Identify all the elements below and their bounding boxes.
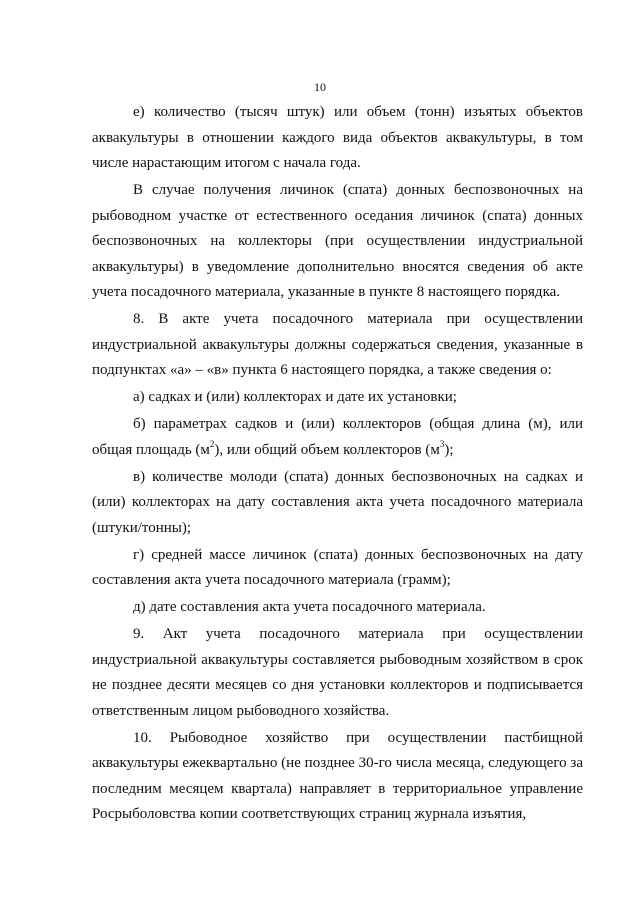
paragraph-clause-10: 10. Рыбоводное хозяйство при осуществлении пастбищной аквакультуры ежеквартально (не позднее 30-го числа месяца, следующего за последним месяцем квартала) направляет в территориальное управление Росрыболовства копии соответствующих страниц журнала изъятия,	[92, 729, 583, 822]
paragraph-item-a: а) садках и (или) коллекторах и дате их установки;	[133, 389, 457, 405]
paragraph-larvae-case: В случае получения личинок (спата) донных беспозвоночных на рыбоводном участке от естественного оседания личинок (спата) донных беспозвоночных на коллекторы (при осуществлении индустриальной аквакультуры) в уведомление дополнительно вносятся сведения об акте учета посадочного материала, указанные в пункте 8 настоящего порядка.	[92, 182, 583, 300]
paragraph-item-d: д) дате составления акта учета посадочного материала.	[133, 599, 486, 615]
page-number: 10	[314, 80, 326, 94]
document-body	[92, 100, 583, 829]
item-b-text-2: ), или общий объем коллекторов (м	[214, 441, 440, 458]
item-b-text-3: );	[444, 441, 454, 458]
paragraph-item-e: е) количество (тысяч штук) или объем (тонн) изъятых объектов аквакультуры в отношении каждого вида объектов аквакультуры, в том числе нарастающим итогом с начала года.	[92, 104, 583, 171]
paragraph-clause-8: 8. В акте учета посадочного материала при осуществлении индустриальной аквакультуры должны содержаться сведения, указанные в подпунктах «а» – «в» пункта 6 настоящего порядка, а также сведения о:	[92, 311, 583, 378]
item-b-text-1: б) параметрах садков и (или) коллекторов (общая длина (м), или общая площадь (м	[92, 416, 583, 458]
paragraph-item-v: в) количестве молоди (спата) донных беспозвоночных на садках и (или) коллекторах на дату составления акта учета посадочного материала (штуки/тонны);	[92, 468, 583, 536]
paragraph-item-g: г) средней массе личинок (спата) донных беспозвоночных на дату составления акта учета посадочного материала (грамм);	[92, 546, 583, 588]
superscript-2: 2	[209, 438, 215, 449]
paragraph-item-b	[92, 412, 583, 463]
superscript-3: 3	[439, 438, 445, 449]
paragraph-clause-9: 9. Акт учета посадочного материала при осуществлении индустриальной аквакультуры составляется рыбоводным хозяйством в срок не позднее десяти месяцев со дня установки коллекторов и подписывается ответственным лицом рыбоводного хозяйства.	[92, 626, 583, 719]
